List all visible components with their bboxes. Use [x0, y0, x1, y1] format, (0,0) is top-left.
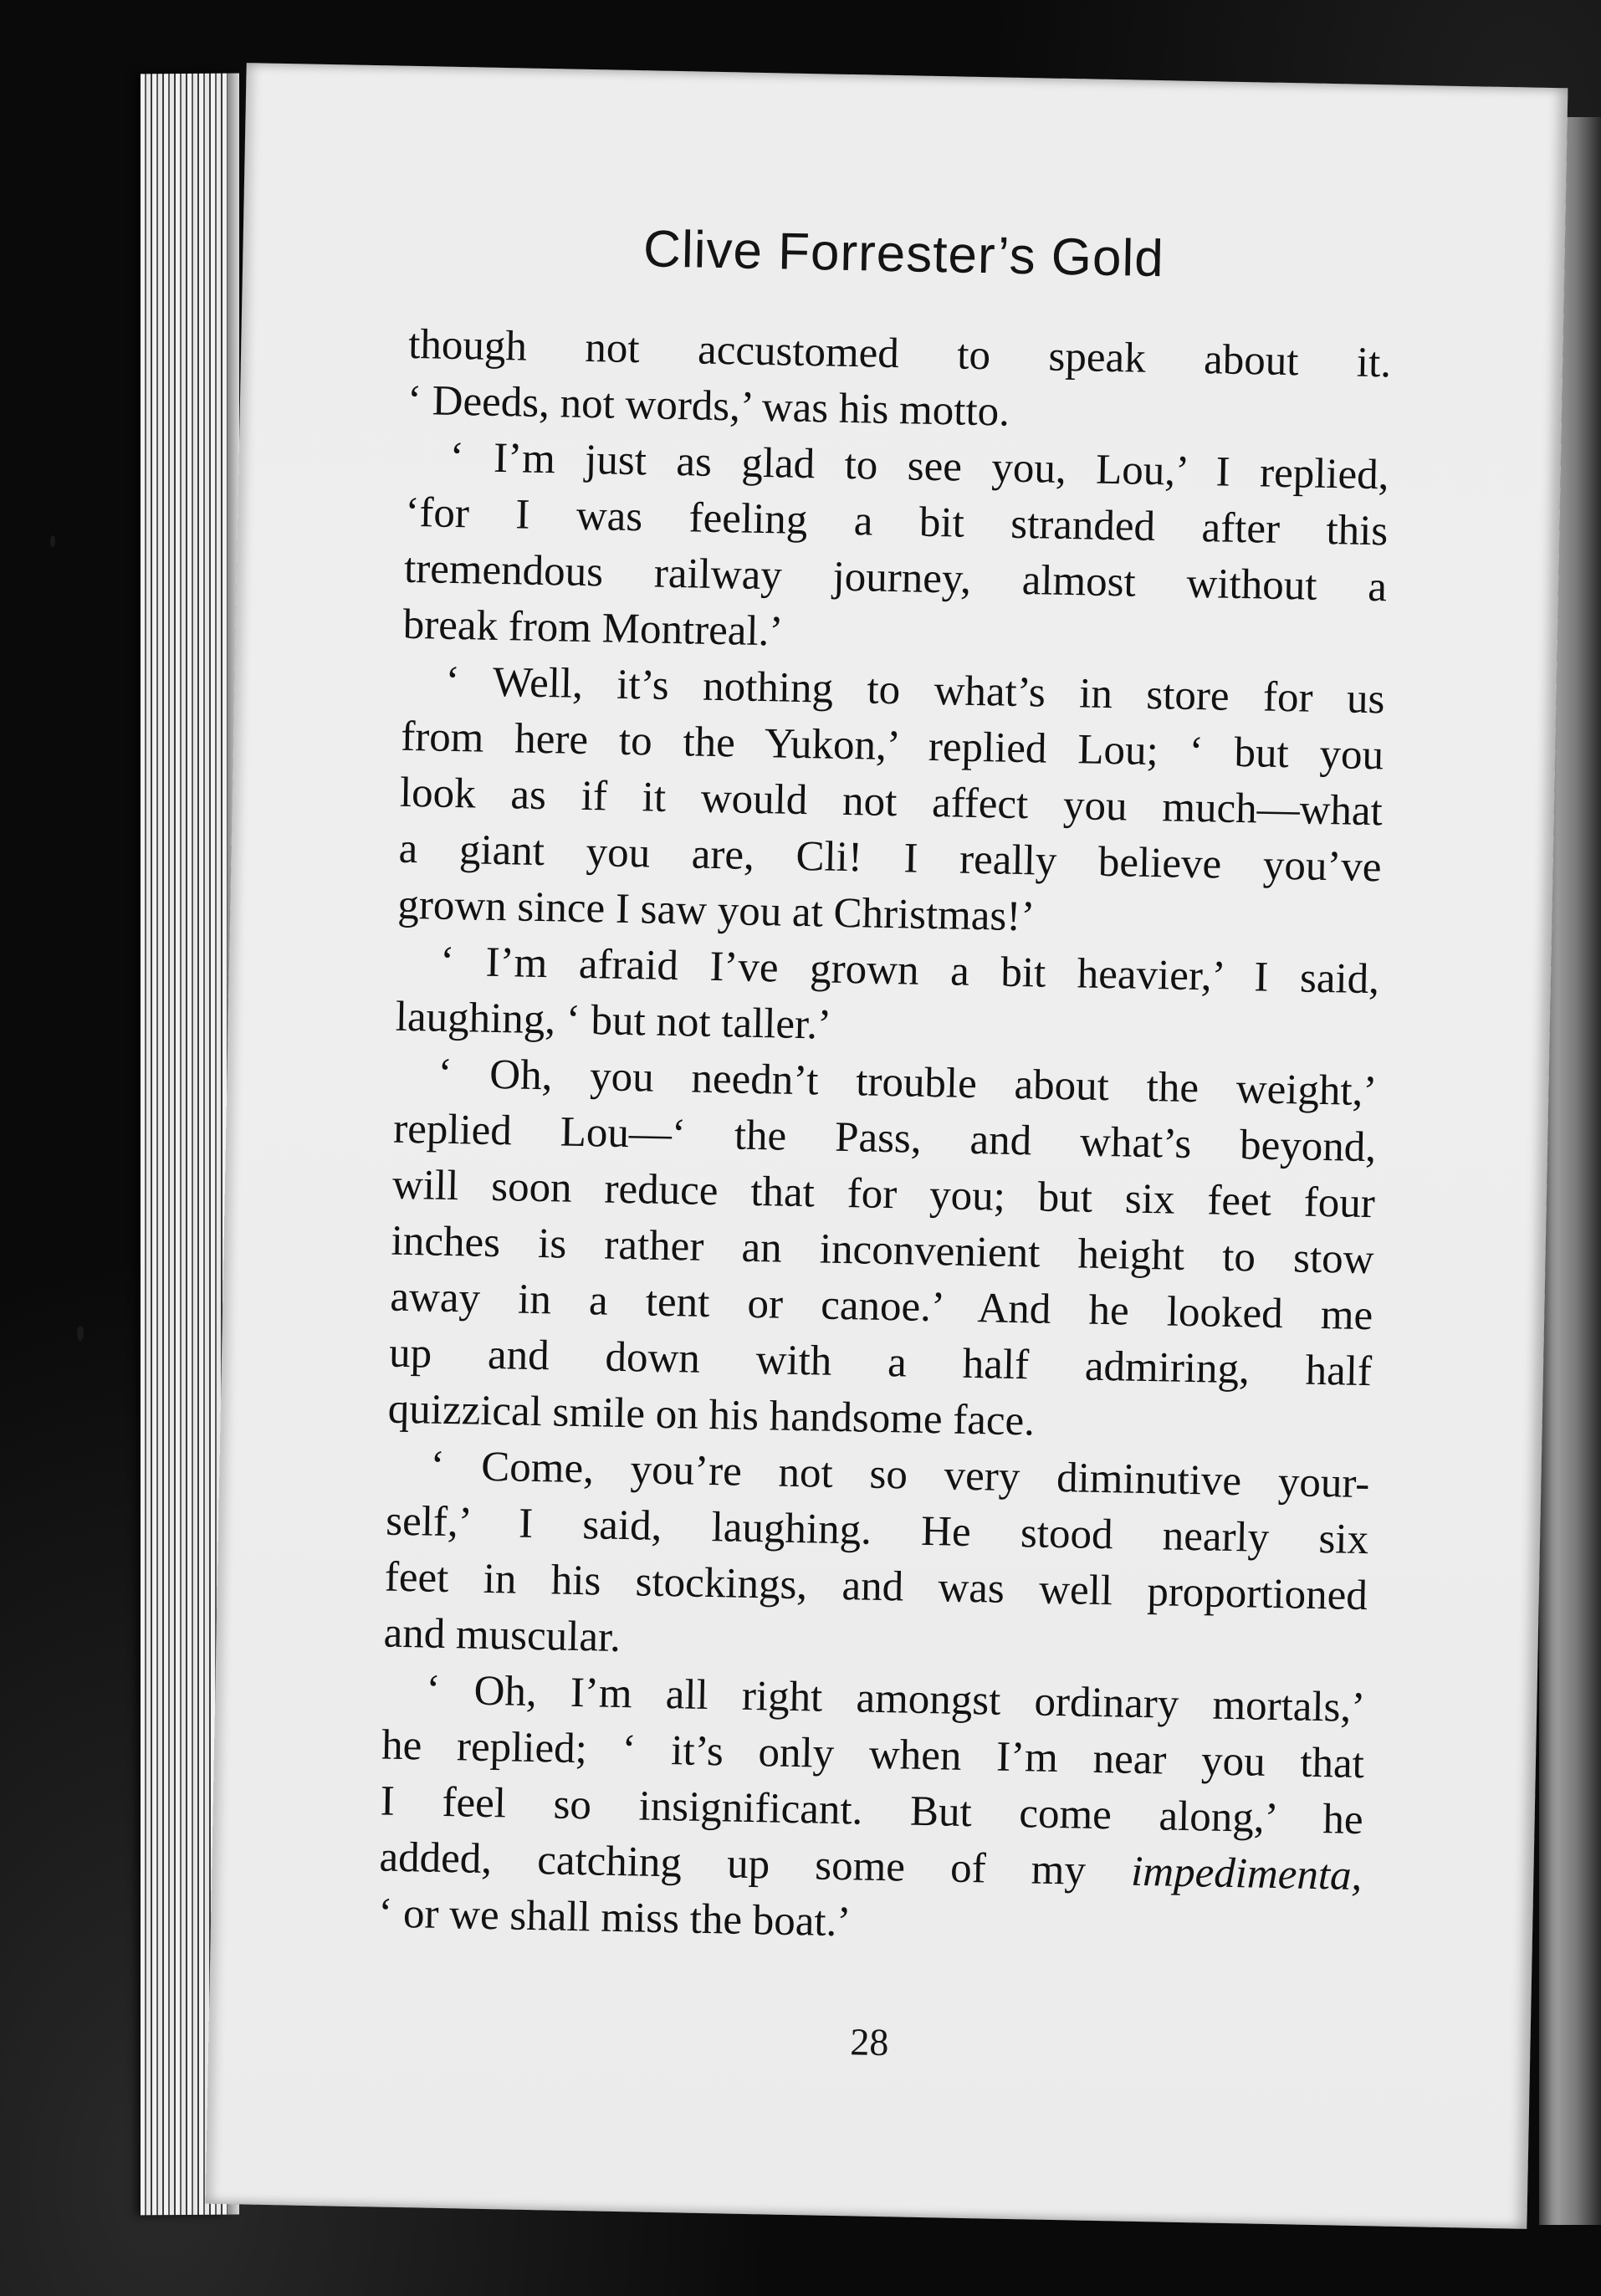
- text-line-content: and muscular.: [383, 1609, 621, 1661]
- body-text: [378, 317, 1392, 1961]
- text-line-content: grown since I saw you at Christmas!’: [396, 881, 1036, 941]
- text-line-content: ‘ Come, you’re not so very diminutive your-: [430, 1442, 1370, 1508]
- running-head: Clive Forrester’s Gold: [642, 220, 1165, 289]
- scan-speck: [50, 535, 55, 547]
- text-line-content: added, catching up some of my: [379, 1833, 1132, 1895]
- italic-word: impedimenta,: [1130, 1848, 1363, 1900]
- text-line-content: ‘ I’m just as glad to see you, Lou,’ I replied,: [449, 433, 1390, 499]
- scan-speck: [77, 1326, 84, 1341]
- text-line-content: though not accustomed to speak about it.: [407, 320, 1392, 387]
- text-line-content: will soon reduce that for you; but six feet four: [391, 1161, 1376, 1228]
- page-number: 28: [849, 2020, 889, 2064]
- text-line-content: tremendous railway journey, almost without a: [403, 545, 1388, 611]
- text-line-content: he replied; ‘ it’s only when I’m near you that: [381, 1721, 1365, 1788]
- text-line-content: inches is rather an inconvenient height to stow: [391, 1217, 1375, 1284]
- book-page: [206, 63, 1568, 2229]
- text-line-content: from here to the Yukon,’ replied Lou; ‘ but you: [400, 713, 1384, 780]
- text-line-content: I feel so insignificant. But come along,’ he: [380, 1777, 1364, 1844]
- text-line-content: quizzical smile on his handsome face.: [387, 1385, 1036, 1445]
- text-line-content: ‘ Deeds, not words,’ was his motto.: [407, 376, 1010, 436]
- text-line-content: ‘ Oh, I’m all right amongst ordinary mortals,’: [425, 1666, 1366, 1732]
- text-line-content: feet in his stockings, and was well proportioned: [384, 1553, 1368, 1620]
- text-line-content: ‘for I was feeling a bit stranded after this: [404, 488, 1389, 555]
- text-line-content: up and down with a half admiring, half: [388, 1329, 1373, 1396]
- text-line-content: ‘ or we shall miss the boat.’: [377, 1889, 852, 1946]
- text-line-content: ‘ Well, it’s nothing to what’s in store for us: [445, 657, 1385, 724]
- text-line-content: ‘ I’m afraid I’ve grown a bit heavier,’ I said,: [439, 938, 1380, 1004]
- text-line-content: away in a tent or canoe.’ And he looked me: [389, 1273, 1373, 1340]
- text-line-content: ‘ Oh, you needn’t trouble about the weight,’: [437, 1050, 1378, 1116]
- text-line-content: replied Lou—‘ the Pass, and what’s beyond,: [392, 1105, 1377, 1172]
- text-line-content: break from Montreal.’: [402, 601, 784, 656]
- text-line-content: laughing, ‘ but not taller.’: [395, 993, 832, 1049]
- text-line-content: a giant you are, Cli! I really believe you’ve: [398, 825, 1383, 892]
- text-line-content: look as if it would not affect you much—what: [399, 769, 1384, 836]
- text-line-content: self,’ I said, laughing. He stood nearly six: [385, 1497, 1369, 1564]
